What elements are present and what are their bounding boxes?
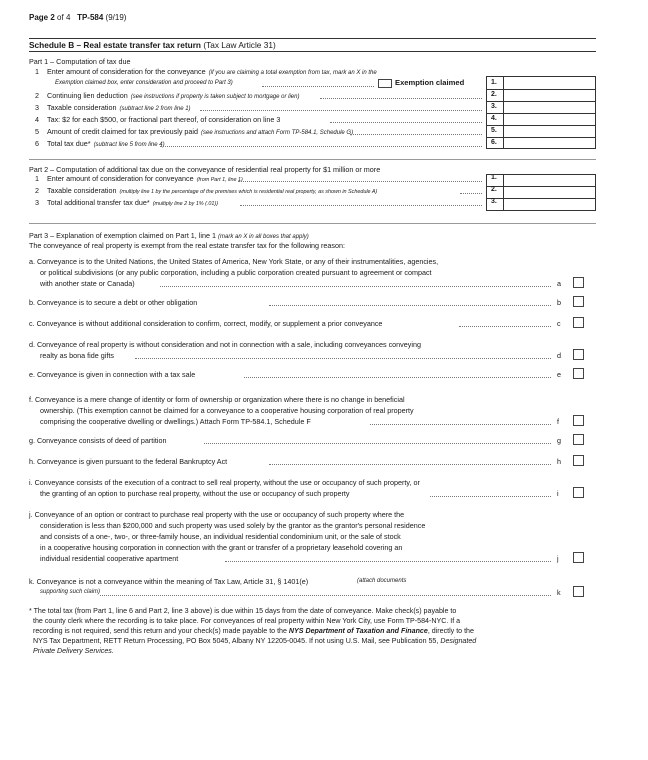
part2-top-rule: [29, 159, 596, 160]
part3-item-text: consideration is less than $200,000 and such property was used solely by the grantor as the grantor's personal residence: [40, 521, 426, 530]
footnote-line-3: [29, 626, 609, 636]
part2-line-number: 2: [35, 186, 39, 195]
part3-item-letter: i: [557, 489, 559, 498]
exemption-claimed-label: Exemption claimed: [395, 78, 465, 87]
footnote-line-5: Private Delivery Services.: [33, 647, 114, 655]
footnote-dept-name: NYS Department of Taxation and Finance: [288, 627, 428, 635]
part3-item-text: c. Conveyance is without additional consideration to confirm, correct, modify, or supplement a prior conveyance: [29, 319, 383, 328]
exemption-claimed-checkbox[interactable]: [378, 79, 392, 88]
part1-line-text: [47, 115, 283, 126]
leader-dots: [160, 286, 551, 287]
part2-line-number: 1: [35, 174, 39, 183]
leader-dots: [238, 181, 482, 182]
part3-item-letter: k: [557, 588, 561, 597]
part3-title-row: [29, 231, 309, 240]
part1-line-label: Total tax due*: [47, 139, 91, 148]
part1-line-note: (if you are claiming a total exemption from tax, mark an X in the: [208, 70, 377, 76]
part1-line-number: 2: [35, 91, 39, 100]
schedule-bottom-rule: [29, 51, 596, 52]
part3-item-text: in a cooperative housing corporation in connection with the grant or transfer of a proprietary leasehold covering an: [40, 543, 403, 552]
part1-line-note: (see instructions if property is taken subject to mortgage or lien): [130, 94, 300, 100]
part1-line-text: [47, 127, 353, 138]
footnote-line-1: * The total tax (from Part 1, line 6 and Part 2, line 3 above) is due within 15 days from the date of conveyance. Make check(s) payable to: [29, 607, 457, 615]
part3-item-letter: d: [557, 351, 561, 360]
leader-dots: [200, 110, 482, 111]
part1-box-number: 6.: [491, 139, 497, 146]
part3-item-note: (attach documents: [357, 578, 407, 584]
part2-line-number: 3: [35, 198, 39, 207]
part3-item-letter: b: [557, 298, 561, 307]
form-revision: (9/19): [105, 13, 127, 22]
exemption-h-checkbox[interactable]: [573, 455, 584, 466]
part1-line-text: [47, 139, 165, 150]
part3-item-letter: a: [557, 279, 561, 288]
part3-item-text: with another state or Canada): [40, 279, 135, 288]
part2-entry-divider: [503, 174, 504, 211]
part3-item-letter: h: [557, 457, 561, 466]
leader-dots: [459, 326, 551, 327]
leader-dots: [370, 424, 551, 425]
part3-item-letter: c: [557, 319, 561, 328]
part2-line-label: Enter amount of consideration for conveyance: [47, 174, 194, 183]
part1-line-number: 5: [35, 127, 39, 136]
part3-item-text: individual residential cooperative apartment: [40, 554, 179, 563]
part3-item-note-cont: supporting such claim): [40, 589, 101, 595]
part3-item-text: j. Conveyance of an option or contract to purchase real property with the use or occupancy of such property where the: [29, 510, 405, 519]
part3-intro: The conveyance of real property is exempt from the real estate transfer tax for the following reason:: [29, 241, 346, 250]
leader-dots: [262, 86, 374, 87]
leader-dots: [244, 377, 551, 378]
leader-dots: [135, 358, 551, 359]
leader-dots: [320, 98, 482, 99]
part3-item-text: k. Conveyance is not a conveyance within the meaning of Tax Law, Article 31, § 1401(e): [29, 577, 309, 586]
part3-item-text: comprising the cooperative dwelling or dwellings.) Attach Form TP-584.1, Schedule F: [40, 417, 311, 426]
part1-line-note: (subtract line 5 from line 4): [93, 142, 165, 148]
schedule-title-text: Schedule B – Real estate transfer tax return: [29, 40, 201, 50]
part1-line-label: Enter amount of consideration for the conveyance: [47, 67, 206, 76]
leader-dots: [100, 595, 551, 596]
part1-box-number: 5.: [491, 127, 497, 134]
schedule-subtitle: (Tax Law Article 31): [203, 40, 276, 50]
footnote-line-4b: Designated: [440, 637, 477, 645]
part1-line-label: Tax: $2 for each $500, or fractional part thereof, of consideration on line 3: [47, 115, 281, 124]
exemption-f-checkbox[interactable]: [573, 415, 584, 426]
page-number: 2: [50, 13, 55, 22]
part3-item-text: ownership. (This exemption cannot be claimed for a conveyance to a cooperative housing corporation of real property: [40, 406, 414, 415]
part2-title: Part 2 – Computation of additional tax due on the conveyance of residential real property for $1 million or more: [29, 165, 381, 174]
part2-line-note: (from Part 1, line 1): [196, 177, 243, 183]
leader-dots: [225, 561, 551, 562]
part1-title: Part 1 – Computation of tax due: [29, 57, 131, 66]
part3-item-text: and consists of a one-, two-, or three-family house, an individual residential condominium unit, or the sale of stock: [40, 532, 401, 541]
part1-line-number: 3: [35, 103, 39, 112]
part3-item-letter: j: [557, 554, 559, 563]
page-label: Page: [29, 13, 49, 22]
part3-item-letter: e: [557, 370, 561, 379]
part3-item-text: f. Conveyance is a mere change of identity or form of ownership or organization where there is no change in beneficial: [29, 395, 405, 404]
exemption-j-checkbox[interactable]: [573, 552, 584, 563]
page-of-label: of 4: [57, 13, 71, 22]
schedule-title: [29, 40, 276, 50]
part1-box-number: 1.: [491, 79, 497, 86]
part1-line-note: (see instructions and attach Form TP-584.1, Schedule G): [201, 130, 354, 136]
part3-item-text: b. Conveyance is to secure a debt or other obligation: [29, 298, 198, 307]
leader-dots: [269, 305, 551, 306]
part1-box-number: 3.: [491, 103, 497, 110]
leader-dots: [350, 134, 482, 135]
leader-dots: [204, 443, 551, 444]
leader-dots: [330, 122, 482, 123]
part3-item-text: e. Conveyance is given in connection with a tax sale: [29, 370, 196, 379]
leader-dots: [460, 193, 482, 194]
part1-line-label: Taxable consideration: [47, 103, 117, 112]
leader-dots: [269, 464, 551, 465]
part1-line-number: 1: [35, 67, 39, 76]
part2-line-label: Total additional transfer tax due*: [47, 198, 150, 207]
part2-box-number: 2.: [491, 186, 497, 193]
part2-line-note: (multiply line 2 by 1% (.01)): [152, 201, 218, 207]
part2-line-note: (multiply line 1 by the percentage of the premises which is residential real property, as shown in Schedule A): [119, 189, 378, 195]
footnote-line-3c: , directly to the: [427, 627, 474, 635]
part1-box-number: 2.: [491, 91, 497, 98]
exemption-g-checkbox[interactable]: [573, 434, 584, 445]
part3-item-text: i. Conveyance consists of the execution of a contract to sell real property, without the use or occupancy of such property, or: [29, 478, 420, 487]
part3-item-text: d. Conveyance of real property is without consideration and not in connection with a sale, including conveyances conveying: [29, 340, 421, 349]
part3-item-text: g. Conveyance consists of deed of partition: [29, 436, 167, 445]
part3-item-text: realty as bona fide gifts: [40, 351, 114, 360]
part3-item-letter: g: [557, 436, 561, 445]
part2-line-label: Taxable consideration: [47, 186, 117, 195]
part2-line-text: [47, 198, 218, 209]
footnote: [29, 606, 609, 656]
part1-line-note: (subtract line 2 from line 1): [119, 106, 191, 112]
part2-box-number: 3.: [491, 198, 497, 205]
part1-box-number: 4.: [491, 115, 497, 122]
page-header: [29, 13, 126, 22]
part3-top-rule: [29, 223, 596, 224]
part2-line-text: [47, 174, 243, 185]
leader-dots: [160, 146, 482, 147]
schedule-top-rule: [29, 38, 596, 39]
footnote-line-4a: NYS Tax Department, RETT Return Processing, PO Box 5045, Albany NY 12205-0045. If not using U.S. Mail, see Publication 55,: [33, 637, 441, 645]
exemption-b-checkbox[interactable]: [573, 296, 584, 307]
part1-line-text: [47, 67, 377, 78]
part1-line-text: [47, 91, 299, 102]
exemption-d-checkbox[interactable]: [573, 349, 584, 360]
exemption-i-checkbox[interactable]: [573, 487, 584, 498]
part1-line-number: 4: [35, 115, 39, 124]
part2-box-number: 1.: [491, 174, 497, 181]
part3-item-letter: f: [557, 417, 559, 426]
footnote-line-2: the county clerk where the recording is to take place. For conveyances of real property within New York City, use Form TP-584-NYC. If a: [33, 617, 461, 625]
exemption-c-checkbox[interactable]: [573, 317, 584, 328]
part2-line-text: [47, 186, 377, 197]
exemption-k-checkbox[interactable]: [573, 586, 584, 597]
part1-line-number: 6: [35, 139, 39, 148]
part3-item-text: the granting of an option to purchase real property, without the use or occupancy of such property: [40, 489, 350, 498]
form-id: TP-584: [77, 13, 104, 22]
exemption-e-checkbox[interactable]: [573, 368, 584, 379]
part1-line-text: [47, 103, 191, 114]
part3-title-note: (mark an X in all boxes that apply): [217, 234, 309, 240]
part3-title: Part 3 – Explanation of exemption claimed on Part 1, line 1: [29, 231, 216, 240]
leader-dots: [430, 496, 551, 497]
footnote-line-3a: recording is not required, send this return and your check(s) made payable to the: [33, 627, 289, 635]
leader-dots: [240, 205, 482, 206]
part3-item-text: or political subdivisions (or any public corporation, including a public corporation created pursuant to agreement or compact: [40, 268, 432, 277]
part3-item-text: h. Conveyance is given pursuant to the federal Bankruptcy Act: [29, 457, 228, 466]
part1-line-label: Amount of credit claimed for tax previously paid: [47, 127, 199, 136]
part1-line-label: Continuing lien deduction: [47, 91, 128, 100]
footnote-line-4: [29, 636, 609, 646]
part1-line-note-cont: Exemption claimed box, enter consideration and proceed to Part 3): [55, 80, 233, 86]
part1-entry-divider: [503, 76, 504, 149]
part3-item-text: a. Conveyance is to the United Nations, the United States of America, New York State, or any of their instrumentalities, agencies,: [29, 257, 439, 266]
exemption-a-checkbox[interactable]: [573, 277, 584, 288]
